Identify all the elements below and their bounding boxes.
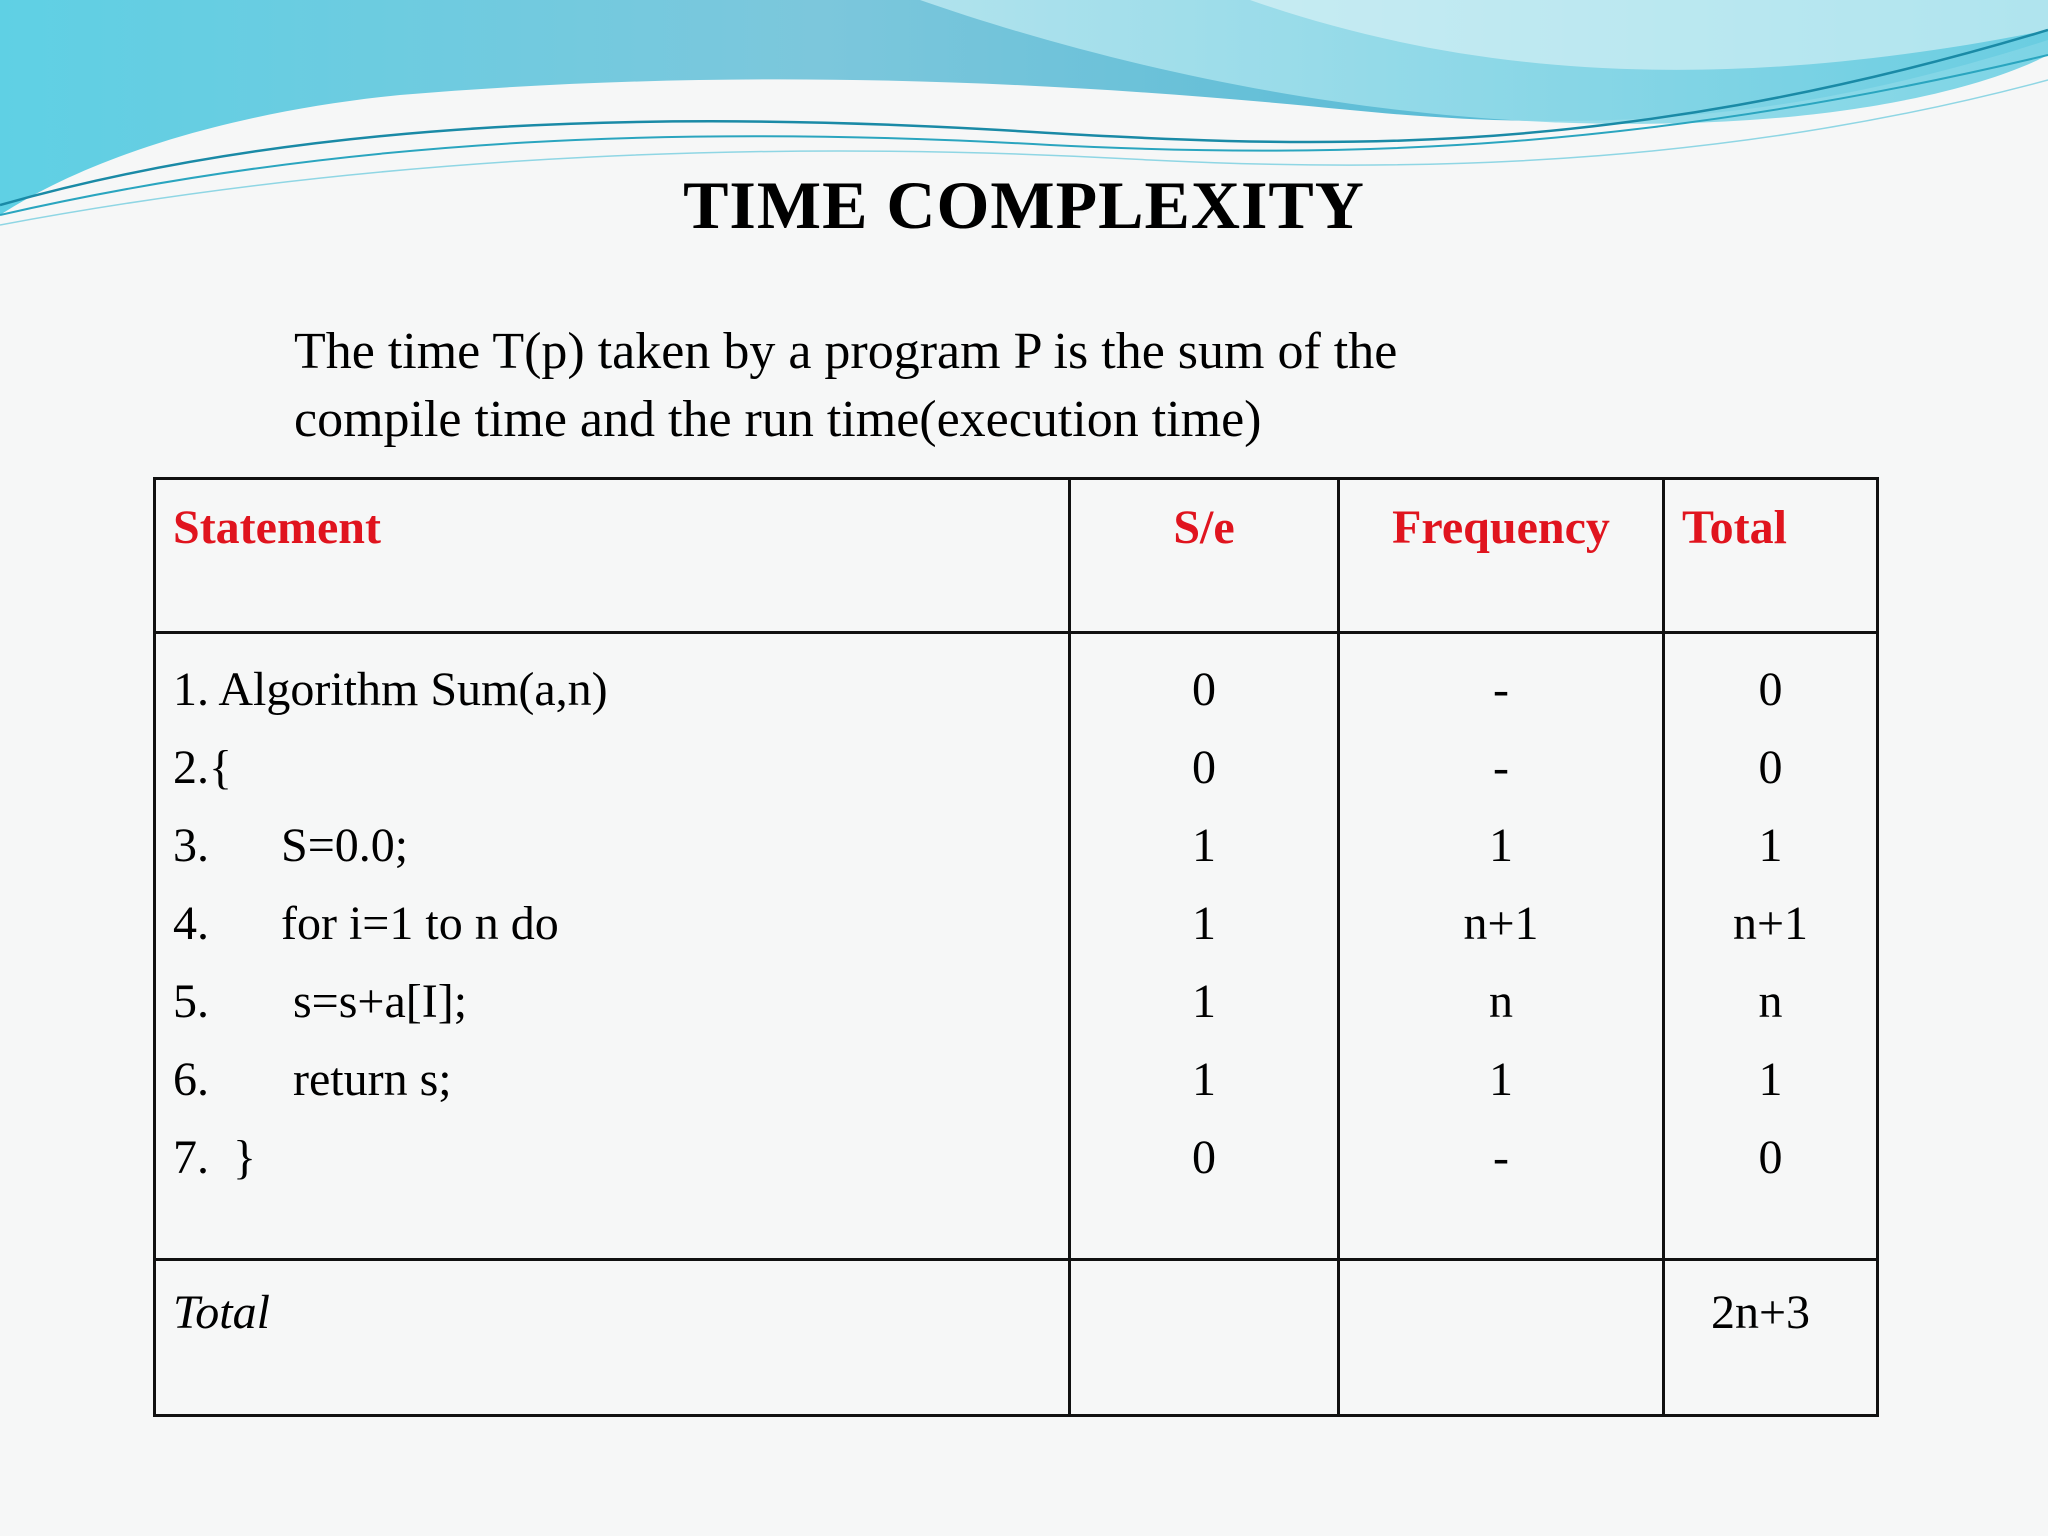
frequency-cell: 1 [1489,1053,1513,1106]
statement-cell: 1. Algorithm Sum(a,n) [173,663,608,716]
header-total: Total [1664,479,1878,633]
statement-column [155,633,1070,1260]
total-cell: n [1758,975,1783,1028]
frequency-cell: - [1493,663,1509,716]
footer-total: 2n+3 [1710,1286,1811,1339]
intro-line: The time T(p) taken by a program P is the sum of the [294,323,1398,380]
footer-label: Total [173,1286,270,1339]
complexity-table [153,477,1879,1417]
frequency-column [1339,633,1664,1260]
total-cell: 1 [1758,1053,1783,1106]
total-cell: 0 [1758,1131,1783,1184]
se-cell: 0 [1192,663,1216,716]
footer-label-cell [155,1260,1070,1416]
table-body-row [155,633,1878,1260]
se-cell: 0 [1192,741,1216,794]
statement-cell: 2.{ [173,741,233,794]
table-footer-row [155,1260,1878,1416]
table-header-row [155,479,1878,633]
statement-cell: 7. } [173,1131,257,1184]
statement-cell: 6. return s; [173,1053,452,1106]
intro-paragraph [294,318,1397,454]
slide-title: TIME COMPLEXITY [683,167,1365,243]
total-column [1664,633,1878,1260]
footer-frequency-cell [1339,1260,1664,1416]
statement-cell: 5. s=s+a[I]; [173,975,468,1028]
frequency-cell: 1 [1489,819,1513,872]
frequency-cell: - [1493,741,1509,794]
se-cell: 1 [1192,1053,1216,1106]
se-cell: 1 [1192,819,1216,872]
intro-line: compile time and the run time(execution time) [294,391,1262,448]
total-cell: 1 [1758,819,1783,872]
header-se: S/e [1070,479,1339,633]
frequency-cell: - [1493,1131,1509,1184]
statement-cell: 4. for i=1 to n do [173,897,559,950]
se-cell: 1 [1192,897,1216,950]
se-cell: 1 [1192,975,1216,1028]
se-column [1070,633,1339,1260]
header-statement: Statement [155,479,1070,633]
total-cell: n+1 [1732,897,1809,950]
se-cell: 0 [1192,1131,1216,1184]
statement-cell: 3. S=0.0; [173,819,409,872]
frequency-cell: n [1489,975,1513,1028]
frequency-cell: n+1 [1463,897,1539,950]
footer-total-cell [1664,1260,1878,1416]
footer-se-cell [1070,1260,1339,1416]
header-frequency: Frequency [1339,479,1664,633]
total-cell: 0 [1758,741,1783,794]
total-cell: 0 [1758,663,1783,716]
